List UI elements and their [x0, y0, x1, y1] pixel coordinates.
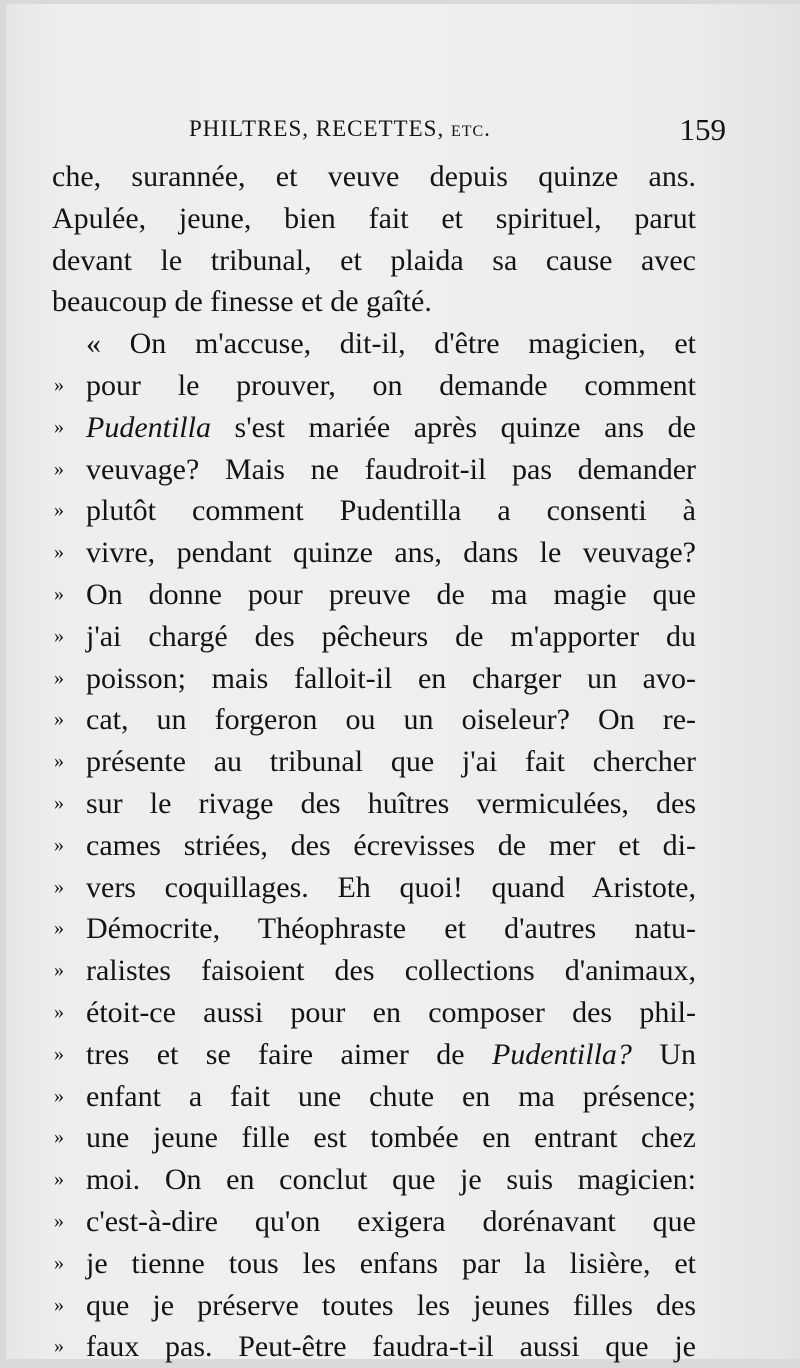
text-line: » une jeune fille est tombée en entrant chez	[46, 1117, 696, 1159]
text-line: » que je préserve toutes les jeunes filles des	[46, 1285, 696, 1327]
text-line: » cat, un forgeron ou un oiseleur? On re-	[46, 699, 696, 741]
text-line: » étoit-ce aussi pour en composer des phil-	[46, 992, 696, 1034]
quote-mark: »	[54, 1168, 64, 1191]
text-line: » On donne pour preuve de ma magie que	[46, 574, 696, 616]
quote-mark: »	[54, 917, 64, 940]
text-line: » j'ai chargé des pêcheurs de m'apporter du	[46, 616, 696, 658]
text-line: » c'est-à-dire qu'on exigera dorénavant que	[46, 1201, 696, 1243]
text-line: » présente au tribunal que j'ai fait chercher	[46, 741, 696, 783]
italic-name: Pudentilla	[86, 410, 211, 444]
text-line: devant le tribunal, et plaida sa cause avec	[52, 243, 696, 277]
text-line: Apulée, jeune, bien fait et spirituel, parut	[52, 201, 696, 235]
text-line: » Démocrite, Théophraste et d'autres natu-	[46, 908, 696, 950]
quote-mark: »	[54, 875, 64, 898]
text-line: » veuvage? Mais ne faudroit-il pas demander	[46, 449, 696, 491]
text-line: » tres et se faire aimer de Pudentilla? Un	[46, 1034, 696, 1076]
quote-mark: »	[54, 833, 64, 856]
text-line: che, surannée, et veuve depuis quinze ans.	[52, 160, 696, 193]
text-line: » vivre, pendant quinze ans, dans le veuvage?	[46, 532, 696, 574]
quote-mark: »	[54, 1251, 64, 1274]
text-line: » pour le prouver, on demande comment	[46, 365, 696, 407]
text-line: » Pudentilla s'est mariée après quinze ans de	[46, 407, 696, 449]
quote-mark: »	[54, 1335, 64, 1358]
text-line: » ralistes faisoient des collections d'animaux,	[46, 950, 696, 992]
quote-mark: »	[54, 1293, 64, 1316]
text-line: » sur le rivage des huîtres vermiculées, des	[46, 783, 696, 825]
quote-mark: »	[54, 541, 64, 564]
quote-mark: »	[54, 750, 64, 773]
quote-mark: »	[54, 624, 64, 647]
text-line: » vers coquillages. Eh quoi! quand Aristote,	[46, 867, 696, 909]
quote-mark: »	[54, 582, 64, 605]
text-line: » cames striées, des écrevisses de mer et di-	[46, 825, 696, 867]
text-line: » je tienne tous les enfans par la lisière, et	[46, 1243, 696, 1285]
text-line: » enfant a fait une chute en ma présence;	[46, 1076, 696, 1118]
quote-mark: »	[54, 1126, 64, 1149]
quote-mark: »	[54, 373, 64, 396]
quote-mark: »	[54, 708, 64, 731]
italic-name: Pudentilla?	[491, 1037, 632, 1071]
quote-mark: »	[54, 499, 64, 522]
quote-mark: »	[54, 1042, 64, 1065]
text-line: » poisson; mais falloit-il en charger un avo-	[46, 658, 696, 700]
quote-mark: »	[54, 791, 64, 814]
text-line: » plutôt comment Pudentilla a consenti à	[46, 490, 696, 532]
text-line: beaucoup de finesse et de gaîté.	[52, 285, 432, 319]
page-number: 159	[679, 112, 726, 147]
quote-mark: »	[54, 1084, 64, 1107]
body-text	[46, 156, 696, 1368]
text-line: « On m'accuse, dit-il, d'être magicien, et	[86, 327, 696, 361]
text-line: » faux pas. Peut-être faudra-t-il aussi que je	[46, 1326, 696, 1368]
quote-mark: »	[54, 1000, 64, 1023]
book-page	[6, 4, 800, 1364]
quote-mark: »	[54, 666, 64, 689]
text-line: » moi. On en conclut que je suis magicien:	[46, 1159, 696, 1201]
quote-mark: »	[54, 415, 64, 438]
quote-mark: »	[54, 457, 64, 480]
running-head-title: PHILTRES, RECETTES, etc.	[189, 116, 491, 141]
quote-mark: »	[54, 959, 64, 982]
quote-mark: »	[54, 1209, 64, 1232]
running-head	[46, 112, 726, 150]
